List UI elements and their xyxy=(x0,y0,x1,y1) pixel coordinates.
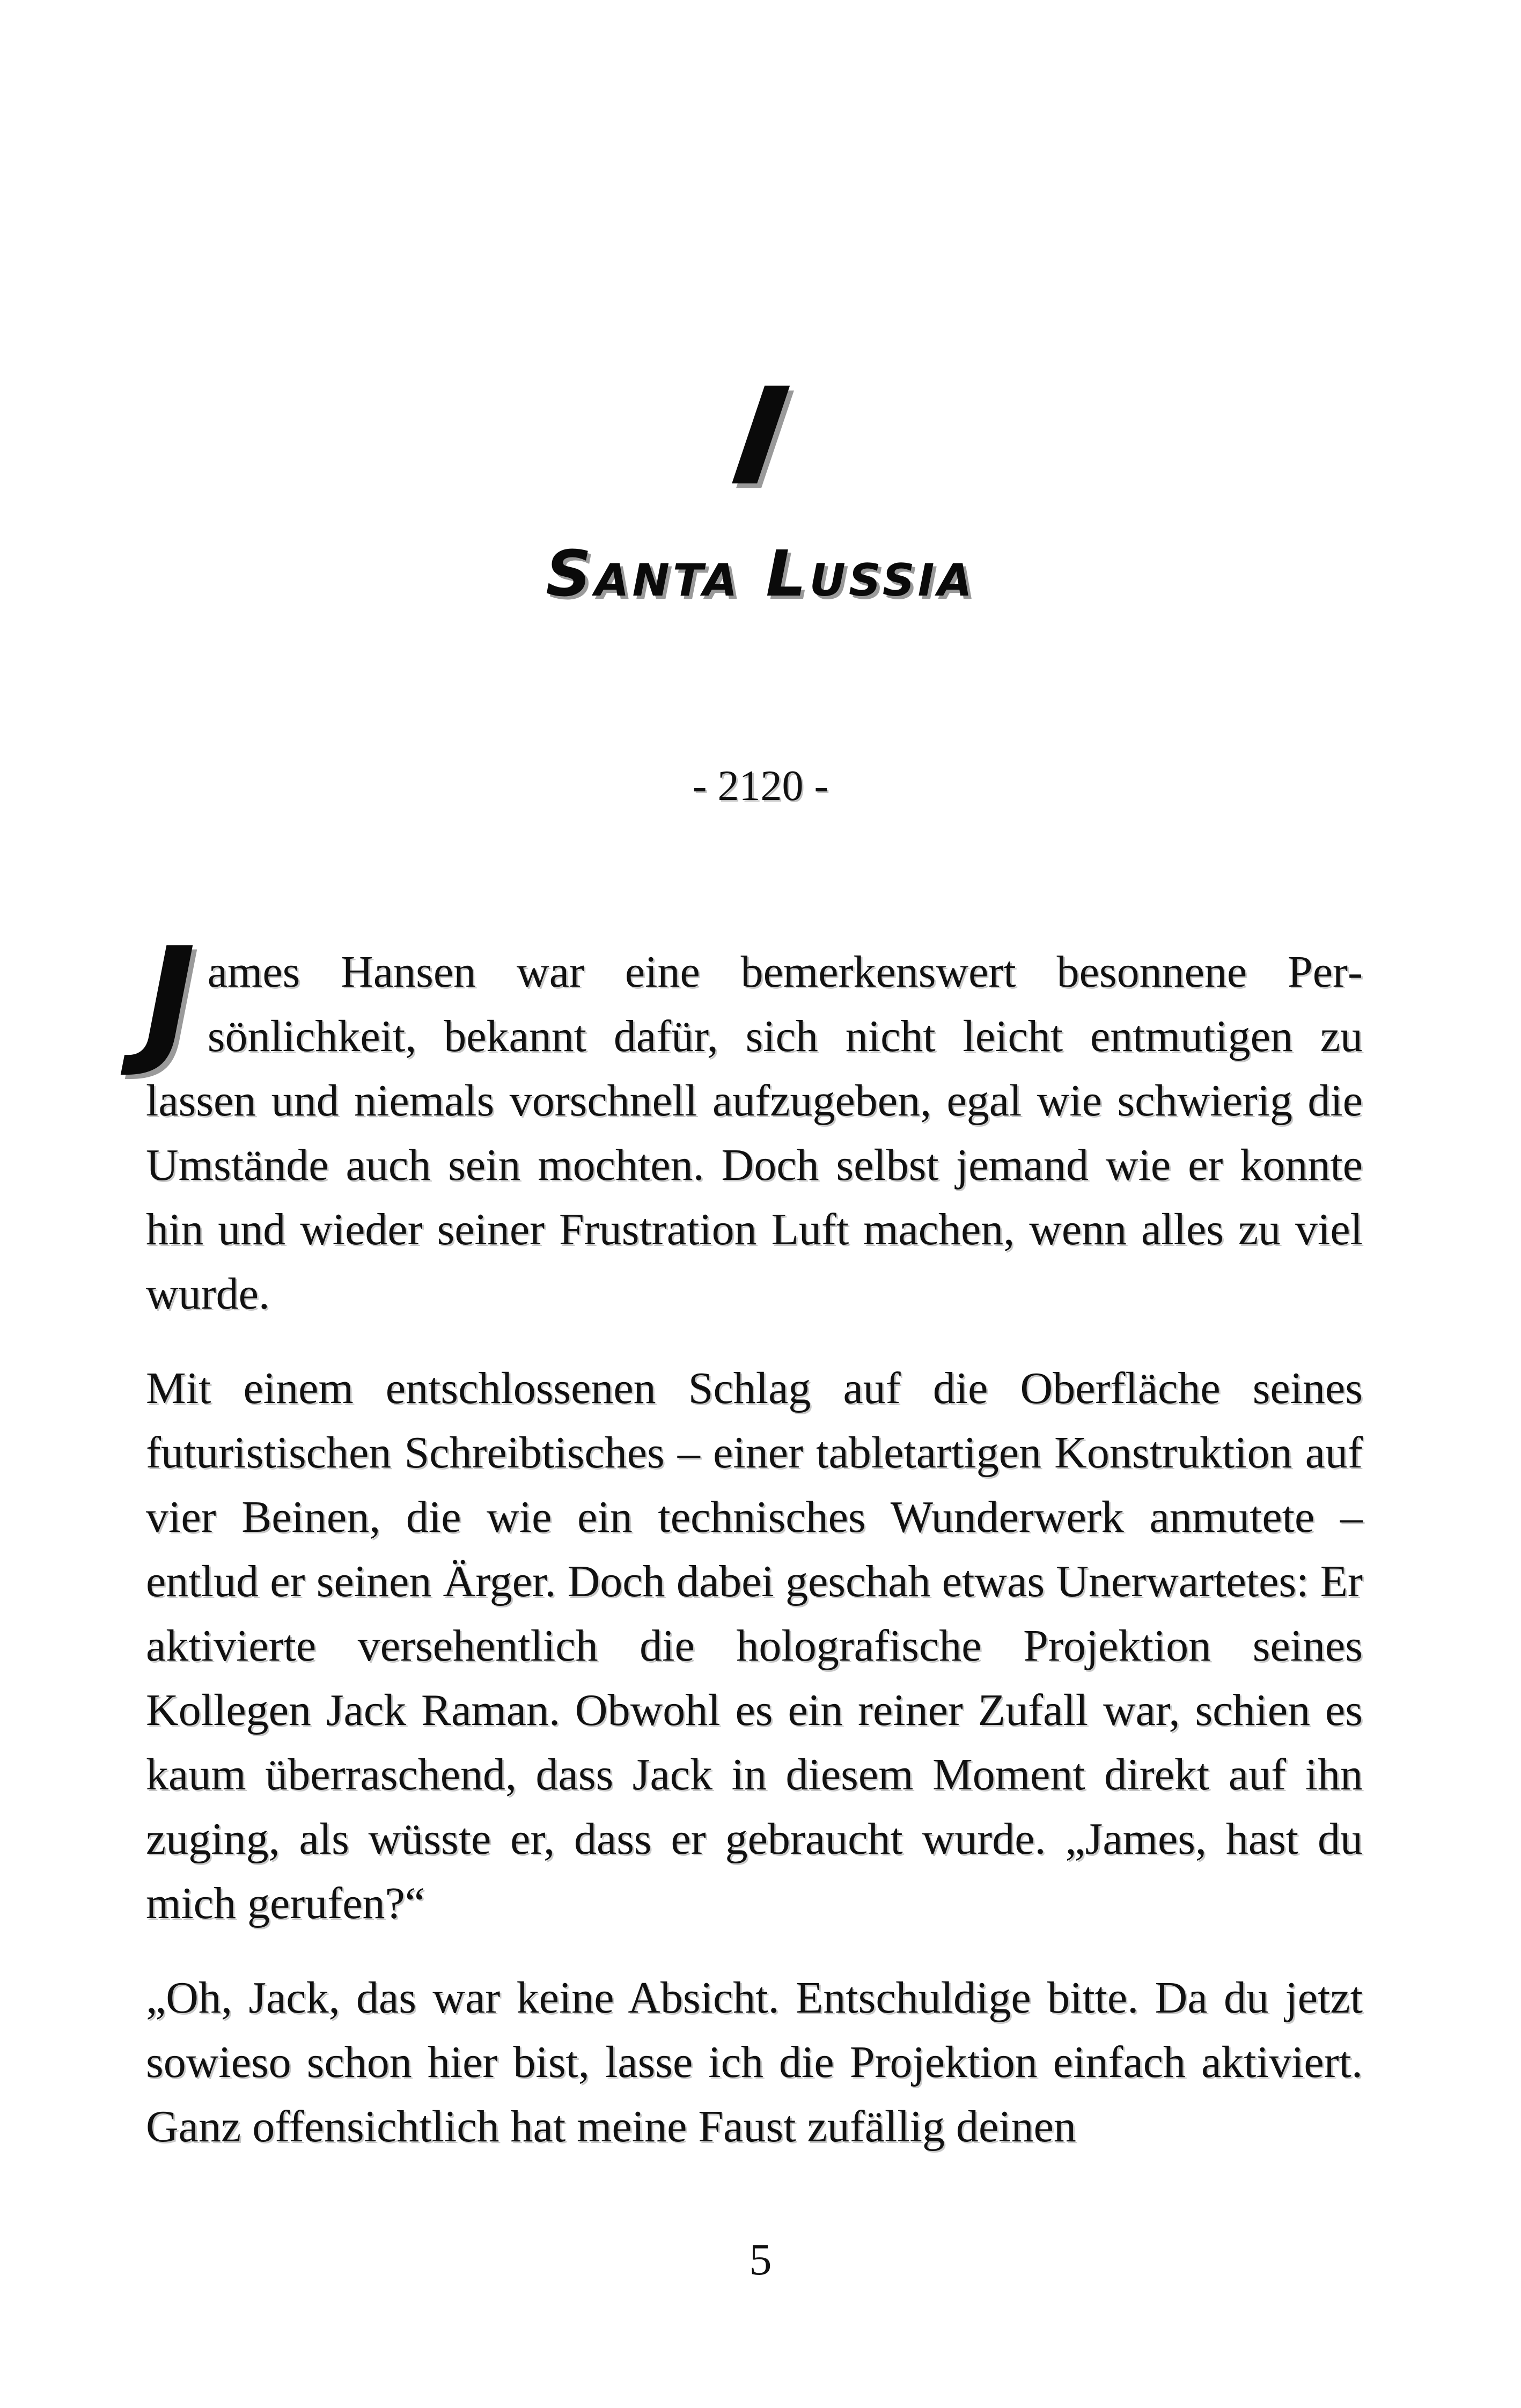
page-number: 5 xyxy=(749,2235,772,2285)
paragraph-1 xyxy=(144,918,1363,1326)
paragraph-3: „Oh, Jack, das war keine Absicht. Entschuldige bitte. Da du jetzt sowieso schon hier bist, lasse ich die Projektion einfach aktiviert. Ganz offensichtlich hat meine Faust zufällig deinen xyxy=(146,1973,1363,2152)
chapter-title: Santa Lussia xyxy=(546,537,975,611)
drop-cap: J xyxy=(144,918,196,1080)
chapter-year: - 2120 - xyxy=(692,762,829,810)
body-text xyxy=(144,918,1363,2189)
chapter-number: I xyxy=(724,359,797,515)
paragraph-2: Mit einem entschlossenen Schlag auf die Oberfläche seines futuristischen Schreibtisches – einer tabletartigen Konstruktion auf vier Beinen, die wie ein technisches Wunderwerk anmutete – entlud er seinen Ärger. Doch dabei geschah etwas Unerwartetes: Er aktivierte versehentlich die holografische Projektion seines Kollegen Jack Raman. Obwohl es ein reiner Zufall war, schien es kaum überraschend, dass Jack in diesem Moment direkt auf ihn zuging, als wüsste er, dass er gebraucht wurde. „James, hast du mich gerufen?“ xyxy=(146,1363,1363,1928)
paragraph-1-text: ames Hansen war eine bemerkenswert besonnene Persönlichkeit, bekannt dafür, sich nicht leicht entmutigen zu lassen und niemals vorschnell aufzugeben, egal wie schwierig die Umstände auch sein mochten. Doch selbst jemand wie er konnte hin und wieder seiner Frustration Luft machen, wenn alles zu viel wurde. xyxy=(146,947,1363,1319)
